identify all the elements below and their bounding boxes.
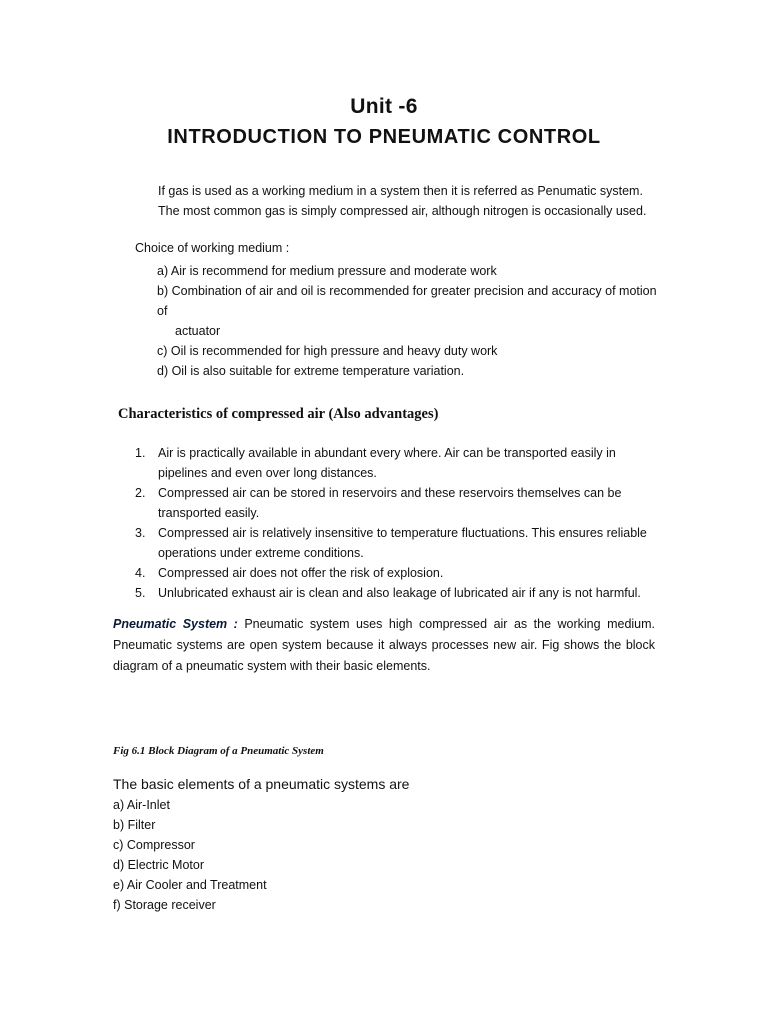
pneumatic-system-label: Pneumatic System : xyxy=(113,617,238,631)
list-item xyxy=(135,583,660,603)
figure-caption: Fig 6.1 Block Diagram of a Pneumatic System xyxy=(113,745,324,757)
list-item xyxy=(135,483,660,523)
list-number: 2. xyxy=(135,486,146,500)
list-item xyxy=(135,563,660,583)
intro-line: If gas is used as a working medium in a system then it is referred as Penumatic system. xyxy=(158,184,643,198)
list-item: b) Filter xyxy=(113,818,156,832)
list-item: b) Combination of air and oil is recommended for greater precision and accuracy of motion of xyxy=(157,284,657,318)
list-item-text: Unlubricated exhaust air is clean and also leakage of lubricated air if any is not harmful. xyxy=(158,586,641,600)
list-item: c) Oil is recommended for high pressure and heavy duty work xyxy=(157,344,498,358)
page-title: INTRODUCTION TO PNEUMATIC CONTROL xyxy=(167,126,601,148)
list-item: c) Compressor xyxy=(113,838,195,852)
choice-list xyxy=(157,261,657,381)
list-number: 5. xyxy=(135,586,146,600)
list-number: 4. xyxy=(135,566,146,580)
characteristics-heading: Characteristics of compressed air (Also advantages) xyxy=(118,406,439,422)
unit-heading: Unit -6 xyxy=(350,95,418,118)
list-item: actuator xyxy=(175,324,221,338)
intro-line: The most common gas is simply compressed air, although nitrogen is occasionally used. xyxy=(158,204,647,218)
pneumatic-system-text: Pneumatic system uses high compressed air as the working medium. Pneumatic systems are open system because it always processes new air. Fig shows the block diagram of a pneumatic system with their basic elements. xyxy=(113,617,656,673)
list-item: d) Oil is also suitable for extreme temperature variation. xyxy=(157,364,465,378)
list-number: 3. xyxy=(135,526,146,540)
elements-list xyxy=(113,795,267,915)
list-item-text: Air is practically available in abundant every where. Air can be transported easily in pipelines and even over long distances. xyxy=(158,446,616,480)
list-item-text: Compressed air can be stored in reservoirs and these reservoirs themselves can be transported easily. xyxy=(158,486,622,520)
list-item xyxy=(135,523,660,563)
list-item: e) Air Cooler and Treatment xyxy=(113,878,267,892)
list-item: a) Air is recommend for medium pressure and moderate work xyxy=(157,264,497,278)
list-item-text: Compressed air does not offer the risk of explosion. xyxy=(158,566,444,580)
list-item: a) Air-Inlet xyxy=(113,798,170,812)
characteristics-list xyxy=(135,443,660,603)
list-item: f) Storage receiver xyxy=(113,898,216,912)
choice-heading: Choice of working medium : xyxy=(135,241,290,255)
list-item xyxy=(135,443,660,483)
intro-paragraph xyxy=(158,181,678,221)
elements-heading: The basic elements of a pneumatic systems are xyxy=(113,776,410,792)
list-item: d) Electric Motor xyxy=(113,858,204,872)
list-number: 1. xyxy=(135,446,146,460)
pneumatic-system-paragraph xyxy=(113,614,655,677)
list-item-text: Compressed air is relatively insensitive to temperature fluctuations. This ensures reliable operations under extreme conditions. xyxy=(158,526,647,560)
